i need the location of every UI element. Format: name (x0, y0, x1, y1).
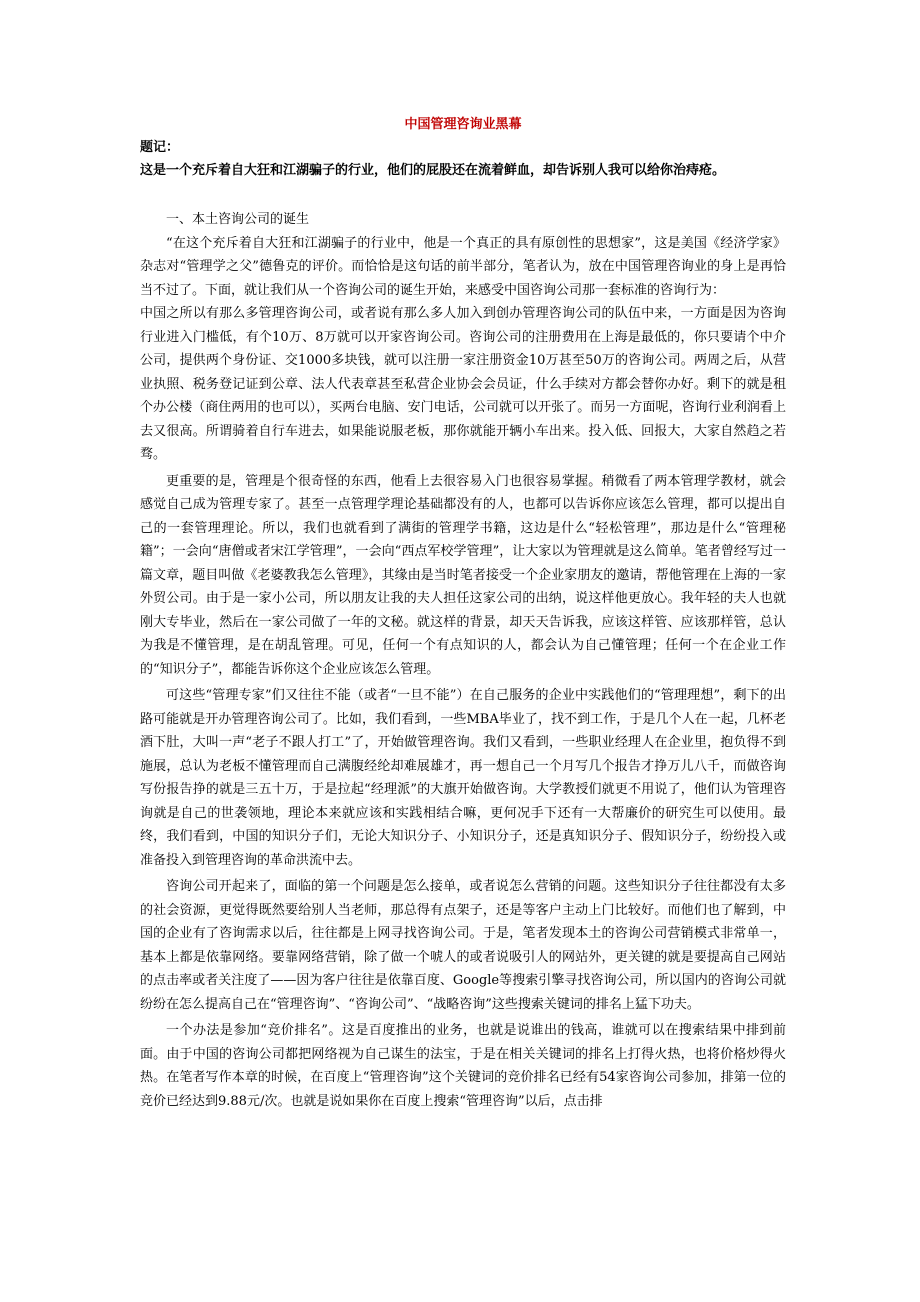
paragraph-1: “在这个充斥着自大狂和江湖骗子的行业中，他是一个真正的具有原创性的思想家”，这是美国《经济学家》杂志对“管理学之父”德鲁克的评价。而恰恰是这句话的前半部分，笔者认为，放在中国管理咨询业的身上是再恰当不过了。下面，就让我们从一个咨询公司的诞生开始，来感受中国咨询公司那一套标准的咨询行为： (140, 235, 786, 298)
paragraph-6: 一个办法是参加“竞价排名”。这是百度推出的业务，也就是说谁出的钱高，谁就可以在搜索结果中排到前面。由于中国的咨询公司都把网络视为自己谋生的法宝，于是在相关关键词的排名上打得火热，也将价格炒得火热。在笔者写作本章的时候，在百度上“管理咨询”这个关键词的竞价排名已经有54家咨询公司参加，排第一位的竞价已经达到9.88元/次。也就是说如果你在百度上搜索“管理咨询”以后，点击排 (140, 1023, 786, 1109)
paragraph-3: 更重要的是，管理是个很奇怪的东西，他看上去很容易入门也很容易掌握。稍微看了两本管理学教材，就会感觉自己成为管理专家了。甚至一点管理学理论基础都没有的人，也都可以告诉你应该怎么管理，都可以提出自己的一套管理理论。所以，我们也就看到了满街的管理学书籍，这边是什么“轻松管理”，那边是什么“管理秘籍”；一会向“唐僧或者宋江学管理”，一会向“西点军校学管理”，让大家以为管理就是这么简单。笔者曾经写过一篇文章，题目叫做《老婆教我怎么管理》，其缘由是当时笔者接受一个企业家朋友的邀请，帮他管理在上海的一家外贸公司。由于是一家小公司，所以朋友让我的夫人担任这家公司的出纳，说这样他更放心。我年轻的夫人也就刚大专毕业，然后在一家公司做了一年的文秘。就这样的背景，却天天告诉我，应该这样管、应该那样管，总认为我是不懂管理，是在胡乱管理。可见，任何一个有点知识的人，都会认为自己懂管理；任何一个在企业工作的“知识分子”，都能告诉你这个企业应该怎么管理。 (140, 473, 786, 677)
epigraph-label: 题记： (140, 140, 180, 155)
section-heading: 一、本土咨询公司的诞生 (166, 212, 310, 227)
paragraph-4: 可这些“管理专家”们又往往不能（或者“一旦不能”）在自己服务的企业中实践他们的“管理理想”，剩下的出路可能就是开办管理咨询公司了。比如，我们看到，一些MBA毕业了，找不到工作，于是几个人在一起，几杯老酒下肚，大叫一声“老子不跟人打工”了，开始做管理咨询。我们又看到，一些职业经理人在企业里，抱负得不到施展，总认为老板不懂管理而自己满腹经纶却难展雄才，再一想自己一个月写几个报告才挣万儿八千，而做咨询写份报告挣的就是三五十万，于是拉起“经理派”的大旗开始做咨询。大学教授们就更不用说了，他们认为管理咨询就是自己的世袭领地，理论本来就应该和实践相结合嘛，更何况手下还有一大帮廉价的研究生可以使用。最终，我们看到，中国的知识分子们，无论大知识分子、小知识分子，还是真知识分子、假知识分子，纷纷投入或准备投入到管理咨询的革命洪流中去。 (140, 688, 786, 868)
document-body (140, 208, 786, 1113)
paragraph-2: 中国之所以有那么多管理咨询公司，或者说有那么多人加入到创办管理咨询公司的队伍中来，一方面是因为咨询行业进入门槛低，有个10万、8万就可以开家咨询公司。咨询公司的注册费用在上海是最低的，你只要请个中介公司，提供两个身份证、交1000多块钱，就可以注册一家注册资金10万甚至50万的咨询公司。两周之后，从营业执照、税务登记证到公章、法人代表章甚至私营企业协会会员证，什么手续对方都会替你办好。剩下的就是租个办公楼（商住两用的也可以），买两台电脑、安门电话，公司就可以开张了。而另一方面呢，咨询行业利润看上去又很高。所谓骑着自行车进去，如果能说服老板，那你就能开辆小车出来。投入低、回报大，大家自然趋之若骛。 (140, 306, 786, 462)
epigraph (140, 136, 786, 182)
paragraph-5: 咨询公司开起来了，面临的第一个问题是怎么接单，或者说怎么营销的问题。这些知识分子往往都没有太多的社会资源，更觉得既然要给别人当老师，那总得有点架子，还是等客户主动上门比较好。而他们也了解到，中国的企业有了咨询需求以后，往往都是上网寻找咨询公司。于是，笔者发现本土的咨询公司营销模式非常单一，基本上都是依靠网络。要靠网络营销，除了做一个唬人的或者说吸引人的网站外，更关键的就是要提高自己网站的点击率或者关注度了——因为客户往往是依靠百度、Google等搜索引擎寻找咨询公司，所以国内的咨询公司就纷纷在怎么提高自己在“管理咨询”、“咨询公司”、“战略咨询”这些搜索关键词的排名上猛下功夫。 (140, 879, 786, 1012)
epigraph-text: 这是一个充斥着自大狂和江湖骗子的行业，他们的屁股还在流着鲜血，却告诉别人我可以给你治痔疮。 (140, 163, 726, 178)
document-title: 中国管理咨询业黑幕 (404, 117, 522, 132)
